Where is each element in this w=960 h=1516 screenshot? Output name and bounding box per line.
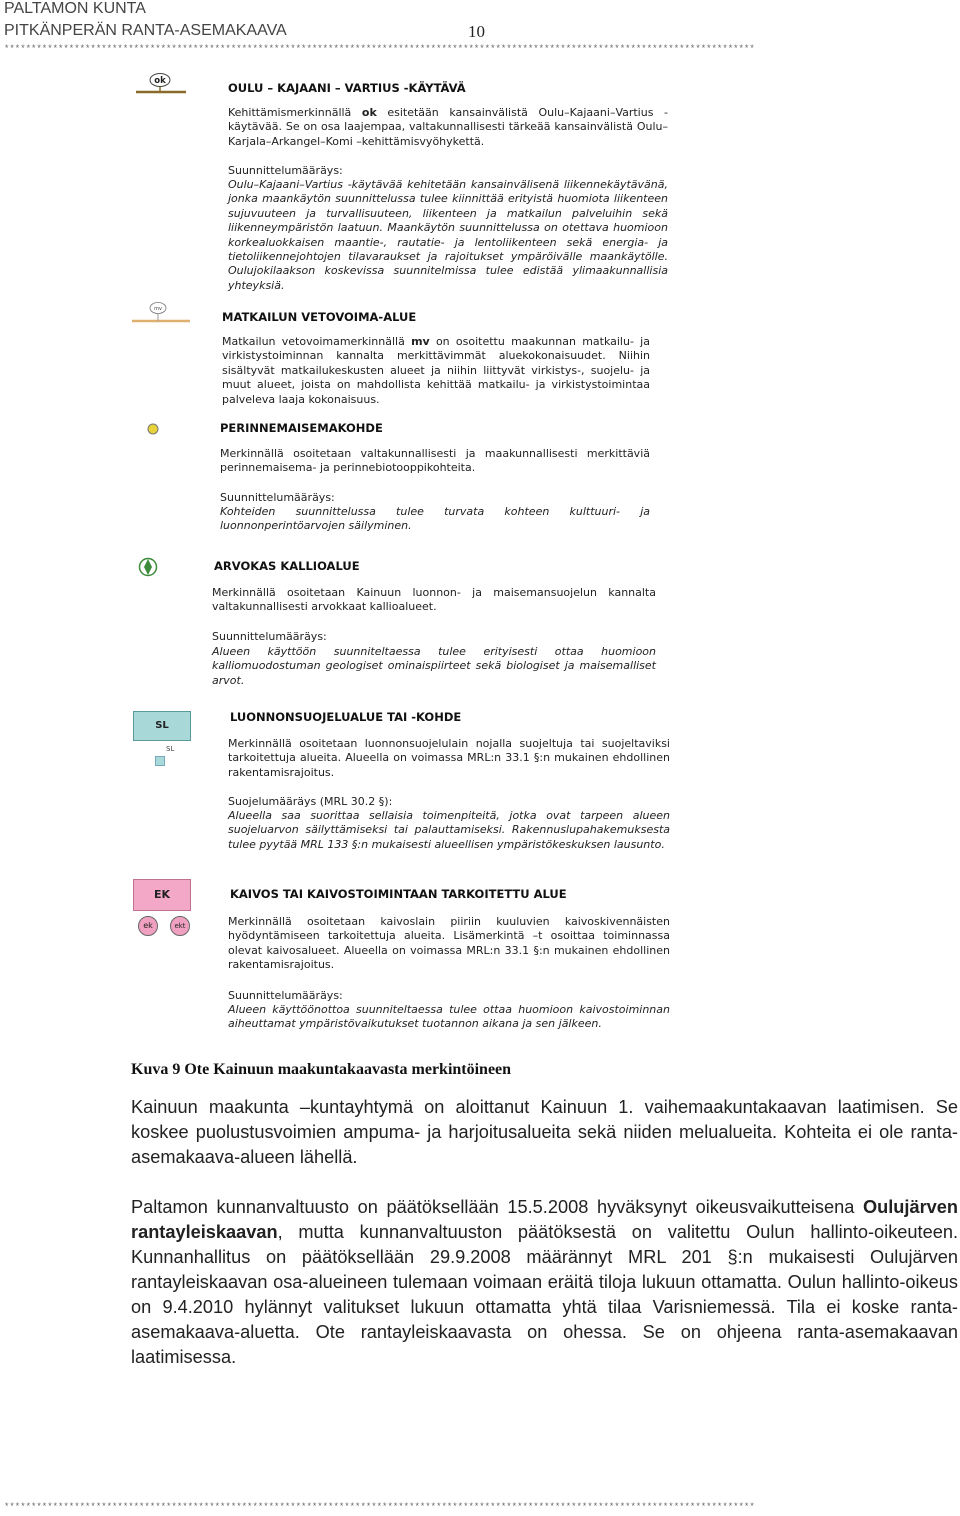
perinnemaisema-symbol — [146, 422, 160, 436]
desc-text: esitetään kansainvälistä Oulu–Kajaani–Vartius -käytävää. Se on osa laajempaa, valtakunnallisesti tärkeää kansainvälistä Oulu–Karjala–Arkangel–Komi –kehittämisvyöhykettä. — [228, 106, 668, 148]
header-document-title: PITKÄNPERÄN RANTA-ASEMAKAAVA — [4, 22, 287, 39]
sl-point-symbol — [155, 756, 165, 766]
desc-text: Kehittämismerkinnällä — [228, 106, 362, 119]
legend-regulation: Alueen käyttöönottoa suunniteltaessa tulee ottaa huomioon kaivostoiminnan aiheuttamat ympäristövaikutukset tuotannon aikana ja sen jälkeen. — [228, 1003, 670, 1031]
legend-subhead: Suojelumääräys (MRL 30.2 §): — [228, 795, 393, 808]
body-paragraph: Kainuun maakunta –kuntayhtymä on aloittanut Kainuun 1. vaihemaakuntakaavan laatimisen. Se koskee puolustusvoimien ampuma- ja harjoitusalueita sekä niiden melualueita. Kohteita ei ole ranta-asemakaava-alueen lähellä. — [131, 1097, 958, 1167]
ok-corridor-icon — [134, 72, 188, 98]
desc-text: Matkailun vetovoimamerkinnällä — [222, 335, 412, 348]
ek-point-symbol — [138, 916, 158, 936]
legend-title: LUONNONSUOJELUALUE TAI -KOHDE — [230, 710, 462, 724]
legend-subhead: Suunnittelumääräys: — [220, 491, 335, 504]
legend-description: Merkinnällä osoitetaan luonnonsuojelulain nojalla suojeltuja tai suojeltaviksi tarkoitettuja alueita. Alueella on voimassa MRL:n 33.1 §:n mukainen ehdollinen rakentamisrajoitus. — [228, 737, 670, 779]
green-diamond-icon — [138, 556, 158, 578]
desc-bold-code: ok — [361, 106, 377, 119]
legend-description: Merkinnällä osoitetaan valtakunnallisesti ja maakunnallisesti merkittäviä perinnemaisema- ja perinnebiotooppikohteita. — [220, 447, 650, 475]
sl-symbol-label: SL — [155, 720, 169, 731]
mv-symbol — [130, 300, 192, 326]
legend-title: PERINNEMAISEMAKOHDE — [220, 421, 383, 435]
legend-title: KAIVOS TAI KAIVOSTOIMINTAAN TARKOITETTU ALUE — [230, 887, 567, 901]
ekt-point-label: ekt — [174, 922, 186, 930]
legend-description: Merkinnällä osoitetaan Kainuun luonnon- ja maisemansuojelun kannalta valtakunnallisesti arvokkaat kallioalueet. — [212, 586, 656, 614]
paragraph-text: Paltamon kunnanvaltuusto on päätöksellään 15.5.2008 hyväksynyt oikeusvaikutteisena — [131, 1197, 863, 1217]
legend-regulation: Oulu–Kajaani–Vartius -käytävää kehitetään kansainvälisenä liikennekäytävänä, jonka maankäytön suunnittelussa tulee kiinnittää erityistä huomiota liikenteen sujuvuuteen ja turvallisuuteen, liikenteen ja matkailun palveluihin sekä liikenneympäristön laatuun. Maankäytön suunnittelussa on otettava huomioon korkealuokkaisen maantie-, rautatie- ja lentoliikenteen sekä energia- ja tietoliikennejohtojen tilavaraukset ja rajoitukset ympäröivälle maankäytölle. Oulujokilaakson koskevissa suunnitelmissa tulee edistää ylimaakunnallisia yhteyksiä. — [228, 178, 668, 292]
header-separator: ******************************************************************************************************************************************* — [4, 44, 755, 54]
ekt-point-symbol — [170, 916, 190, 936]
ek-symbol-label: EK — [153, 888, 171, 901]
legend-title: OULU – KAJAANI – VARTIUS -KÄYTÄVÄ — [228, 81, 466, 95]
mv-symbol-label: mv — [154, 306, 162, 312]
yellow-dot-icon — [146, 422, 160, 436]
legend-title: MATKAILUN VETOVOIMA-ALUE — [222, 310, 417, 324]
legend-subhead: Suunnittelumääräys: — [228, 164, 343, 177]
page-number: 10 — [468, 22, 485, 41]
ek-area-symbol — [133, 879, 191, 911]
legend-title: ARVOKAS KALLIOALUE — [214, 559, 360, 573]
legend-subhead: Suunnittelumääräys: — [212, 630, 327, 643]
legend-regulation: Alueen käyttöön suunniteltaessa tulee erityisesti ottaa huomioon kalliomuodostuman geologiset ominaispiirteet sekä biologiset ja maisemalliset arvot. — [212, 645, 656, 687]
legend-regulation: Kohteiden suunnittelussa tulee turvata kohteen kulttuuri- ja luonnonperintöarvojen säilyminen. — [220, 505, 650, 533]
plan-name-bold: Oulujärven rantayleiskaavan — [131, 1197, 958, 1242]
paragraph-text: , mutta kunnanvaltuuston päätöksestä on valitettu Oulun hallinto-oikeuteen. Kunnanhallitus on päätöksellään 29.9.2008 määrännyt MRL 201 §:n mukaisesti Oulujärven rantayleiskaavan osa-alueineen tulemaan voimaan eräitä tiloja lukuun ottamatta. Oulun hallinto-oikeus on 9.4.2010 hylännyt valitukset lukuun ottamatta yhtä tilaa Varisniemessä. Tila ei koske ranta-asemakaava-aluetta. Ote rantayleiskaavasta on ohessa. Se on ohjeena ranta-asemakaavan laatimisessa. — [131, 1222, 958, 1367]
legend-description — [228, 106, 668, 149]
ok-symbol-label: ok — [154, 76, 166, 86]
body-paragraph — [131, 1195, 958, 1370]
kallioalue-symbol — [138, 556, 158, 578]
ek-point-label: ek — [143, 921, 153, 930]
desc-text: on osoitettu maakunnan matkailu- ja virkistystoiminnan kannalta merkittävimmät aluekokonaisuudet. Niihin sisältyvät matkailukeskusten alueet ja niihin liittyvät virkistys-, suojelu- ja muut alueet, joista on mahdollista kehittää matkailu- ja virkistystoimintaa palveleva laaja kokonaisuus. — [222, 335, 650, 406]
footer-separator: ******************************************************************************************************************************************* — [4, 1502, 755, 1512]
legend-description — [222, 335, 650, 407]
sl-small-label: SL — [166, 745, 175, 753]
desc-bold-code: mv — [411, 335, 430, 348]
mv-area-icon — [130, 300, 192, 326]
sl-area-symbol — [133, 711, 191, 741]
legend-description: Merkinnällä osoitetaan kaivoslain piiriin kuuluvien kaivoskivennäisten hyödyntämiseen tarkoitettuja alueita. Lisämerkintä –t osoittaa toiminnassa olevat kaivosalueet. Alueella on voimassa MRL:n 33.1 §:n mukainen ehdollinen rakentamisrajoitus. — [228, 915, 670, 972]
header-organization: PALTAMON KUNTA — [4, 0, 146, 17]
ok-corridor-symbol — [134, 72, 188, 98]
figure-caption: Kuva 9 Ote Kainuun maakuntakaavasta merkintöineen — [131, 1061, 512, 1078]
legend-subhead: Suunnittelumääräys: — [228, 989, 343, 1002]
legend-regulation: Alueella saa suorittaa sellaisia toimenpiteitä, jotka ovat tarpeen alueen suojeluarvon säilyttämiseksi tai palauttamiseksi. Rakennuslupahakemuksesta tulee pyytää MRL 133 §:n mukaisesti alueellisen ympäristökeskuksen lausunto. — [228, 809, 670, 851]
